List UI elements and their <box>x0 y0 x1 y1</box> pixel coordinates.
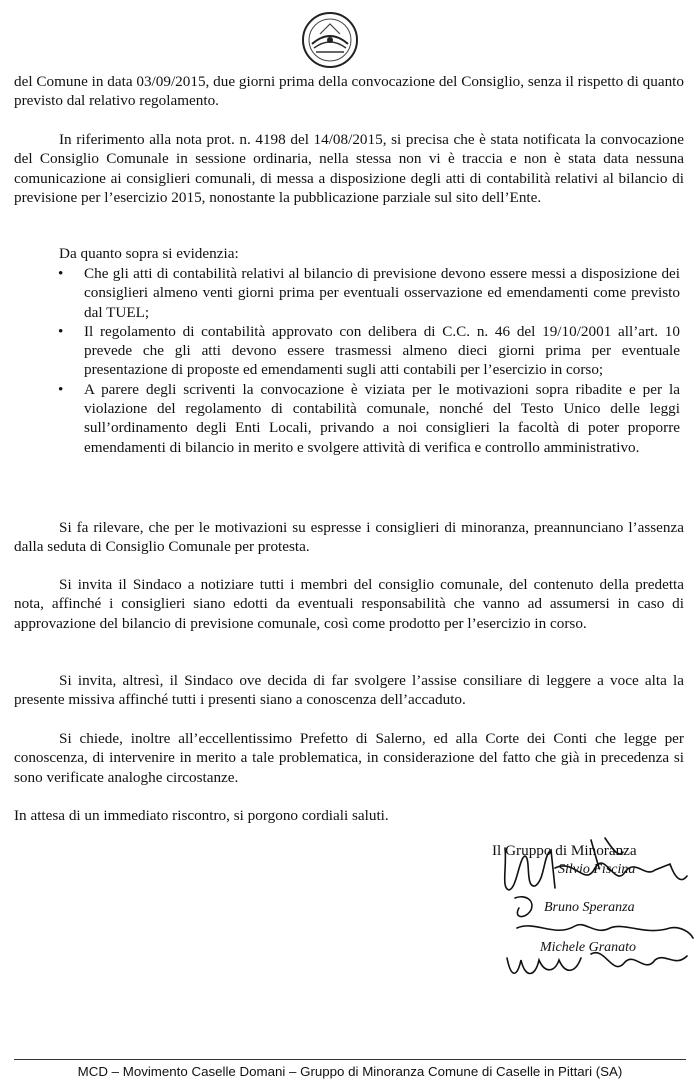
list-item-text: Che gli atti di contabilità relativi al bilancio di previsione devono essere messi a disposizione dei consiglieri almeno venti giorni prima per eventuali osservazione ed emendamenti come previsto dal TUEL; <box>84 265 680 321</box>
paragraph-text: del Comune in data 03/09/2015, due giorni prima della convocazione del Consiglio, senza il rispetto di quanto previsto dal relativo regolamento. <box>14 73 684 110</box>
list-item <box>58 322 680 380</box>
municipal-seal-icon <box>300 10 360 70</box>
list-item <box>58 264 680 322</box>
paragraph-1 <box>14 72 684 111</box>
paragraph-text: In attesa di un immediato riscontro, si porgono cordiali saluti. <box>14 807 389 824</box>
paragraph-text: Si fa rilevare, che per le motivazioni su espresse i consiglieri di minoranza, preannunciano l’assenza dalla seduta di Consiglio Comunale per protesta. <box>14 519 684 556</box>
page-footer: MCD – Movimento Caselle Domani – Gruppo di Minoranza Comune di Caselle in Pittari (SA) <box>77 1064 623 1079</box>
handwritten-signatures <box>495 828 695 988</box>
paragraph-4 <box>14 518 684 557</box>
signature-name: Michele Granato <box>540 940 637 955</box>
paragraph-text: Si chiede, inoltre all’eccellentissimo Prefetto di Salerno, ed alla Corte dei Conti che legge per conoscenza, di intervenire in merito a tale problematica, in considerazione del fatto che già in precedenza si sono verificate analoghe circostanze. <box>14 730 684 786</box>
paragraph-2 <box>14 130 684 207</box>
signature-name: Bruno Speranza <box>544 900 635 915</box>
list-item <box>58 380 680 457</box>
paragraph-8 <box>14 806 684 825</box>
signature-name: Silvio Fiscina <box>558 862 636 877</box>
signature-title: Il Gruppo di Minoranza <box>492 842 637 859</box>
footer-divider <box>14 1059 686 1060</box>
bullet-list <box>58 264 680 457</box>
bullet-icon: • <box>58 380 64 398</box>
list-item-text: Il regolamento di contabilità approvato con delibera di C.C. n. 46 del 19/10/2001 all’art. 10 prevede che gli atti devono essere trasmessi almeno dieci giorni prima per eventuale presentazione di proposte ed emendamenti sugli atti contabili per l’esercizio in corso; <box>84 322 680 379</box>
paragraph-6 <box>14 671 684 710</box>
paragraph-text: Si invita, altresì, il Sindaco ove decida di far svolgere l’assise consiliare di leggere a voce alta la presente missiva affinché tutti i presenti siano a conoscenza dell’accaduto. <box>14 672 684 709</box>
paragraph-5 <box>14 575 684 633</box>
bullet-icon: • <box>58 265 64 282</box>
paragraph-text: Si invita il Sindaco a notiziare tutti i membri del consiglio comunale, del contenuto della predetta nota, affinché i consiglieri siano edotti da eventuali responsabilità che vanno ad assumersi in caso di approvazione del bilancio di previsione comunale, così come prodotto per l’esercizio in corso. <box>14 576 684 632</box>
bullet-icon: • <box>58 322 64 340</box>
paragraph-text: In riferimento alla nota prot. n. 4198 del 14/08/2015, si precisa che è stata notificata la convocazione del Consiglio Comunale in sessione ordinaria, nella stessa non vi è traccia e non è stata data nessuna comunicazione ai consiglieri comunali, di messa a disposizione degli atti di contabilità relativi al bilancio di previsione per l’esercizio 2015, nonostante la pubblicazione parziale sul sito dell’Ente. <box>14 131 684 206</box>
paragraph-7 <box>14 729 684 787</box>
paragraph-text: Da quanto sopra si evidenzia: <box>59 245 239 262</box>
list-item-text: A parere degli scriventi la convocazione è viziata per le motivazioni sopra ribadite e per la violazione del regolamento di contabilità comunale, nonché del Testo Unico delle leggi sull’ordinamento degli Enti Locali, privando a noi consiglieri la facoltà di poter proporre emendamenti di bilancio in merito e svolgere attività di verifica e controllo amministrativo. <box>84 380 680 456</box>
paragraph-3 <box>14 244 684 263</box>
